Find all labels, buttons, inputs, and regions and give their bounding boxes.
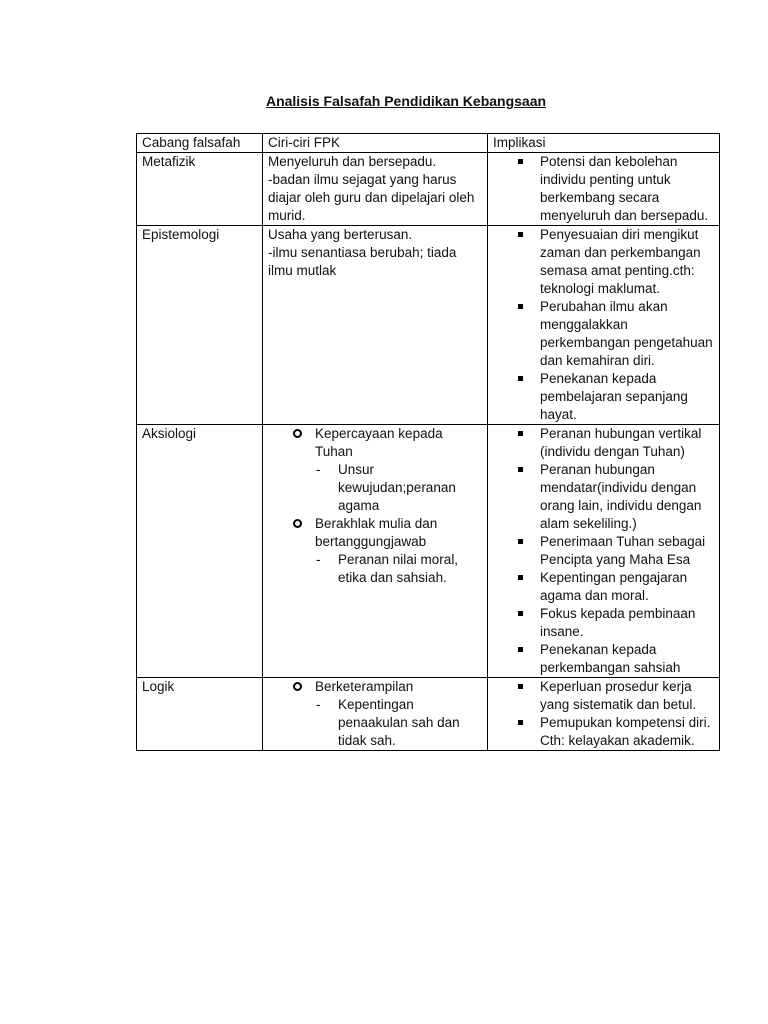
ciri-line: -ilmu senantiasa berubah; tiada ilmu mutlak — [268, 245, 461, 278]
implikasi-item: Peranan hubungan mendatar(individu dengan orang lain, individu dengan alam sekeliling.) — [540, 461, 715, 533]
implikasi-cell — [488, 226, 720, 425]
implikasi-cell — [488, 153, 720, 226]
ciri-item-text: Berketerampilan — [315, 679, 414, 694]
ciri-item — [315, 515, 483, 587]
implikasi-item: Potensi dan kebolehan individu penting untuk berkembang secara menyeluruh dan bersepadu. — [540, 153, 715, 225]
ciri-cell — [263, 678, 488, 751]
implikasi-cell — [488, 678, 720, 751]
ciri-line: -badan ilmu sejagat yang harus diajar oleh guru dan dipelajari oleh murid. — [268, 172, 479, 223]
implikasi-item: Penekanan kepada perkembangan sahsiah — [540, 641, 715, 677]
header-ciri: Ciri-ciri FPK — [263, 134, 488, 153]
ciri-item-text: Berakhlak mulia dan bertanggungjawab — [315, 516, 438, 549]
implikasi-item: Pemupukan kompetensi diri. Cth: kelayakan akademik. — [540, 714, 715, 750]
table-header-row — [137, 134, 720, 153]
ciri-cell — [263, 153, 488, 226]
table-row — [137, 425, 720, 678]
implikasi-item: Penekanan kepada pembelajaran sepanjang hayat. — [540, 370, 715, 424]
ciri-cell — [263, 226, 488, 425]
ciri-cell — [263, 425, 488, 678]
implikasi-cell — [488, 425, 720, 678]
ciri-item-text: Kepercayaan kepada Tuhan — [315, 426, 443, 459]
implikasi-item: Perubahan ilmu akan menggalakkan perkembangan pengetahuan dan kemahiran diri. — [540, 298, 715, 370]
document-title: Analisis Falsafah Pendidikan Kebangsaan — [265, 93, 547, 109]
philosophy-analysis-table — [136, 133, 720, 751]
ciri-subitem: - Kepentingan penaakulan sah dan tidak sah. — [338, 696, 483, 750]
circle-bullet-icon — [293, 682, 302, 691]
cabang-cell: Metafizik — [137, 153, 263, 226]
ciri-line: Usaha yang berterusan. — [268, 227, 413, 242]
header-implikasi: Implikasi — [488, 134, 720, 153]
implikasi-item: Fokus kepada pembinaan insane. — [540, 605, 715, 641]
implikasi-item: Penerimaan Tuhan sebagai Pencipta yang Maha Esa — [540, 533, 715, 569]
cabang-cell: Aksiologi — [137, 425, 263, 678]
table-row — [137, 678, 720, 751]
implikasi-item: Keperluan prosedur kerja yang sistematik dan betul. — [540, 678, 715, 714]
ciri-subitem: - Peranan nilai moral, etika dan sahsiah. — [338, 551, 483, 587]
ciri-subitem: - Unsur kewujudan;peranan agama — [338, 461, 483, 515]
ciri-item — [315, 425, 483, 515]
implikasi-item: Kepentingan pengajaran agama dan moral. — [540, 569, 715, 605]
implikasi-item: Penyesuaian diri mengikut zaman dan perkembangan semasa amat penting.cth: teknologi maklumat. — [540, 226, 715, 298]
circle-bullet-icon — [293, 429, 302, 438]
implikasi-item: Peranan hubungan vertikal (individu dengan Tuhan) — [540, 425, 715, 461]
ciri-item — [315, 678, 483, 750]
cabang-cell: Epistemologi — [137, 226, 263, 425]
table-row — [137, 226, 720, 425]
ciri-line: Menyeluruh dan bersepadu. — [268, 154, 437, 169]
table-row — [137, 153, 720, 226]
header-cabang: Cabang falsafah — [137, 134, 263, 153]
cabang-cell: Logik — [137, 678, 263, 751]
circle-bullet-icon — [293, 519, 302, 528]
